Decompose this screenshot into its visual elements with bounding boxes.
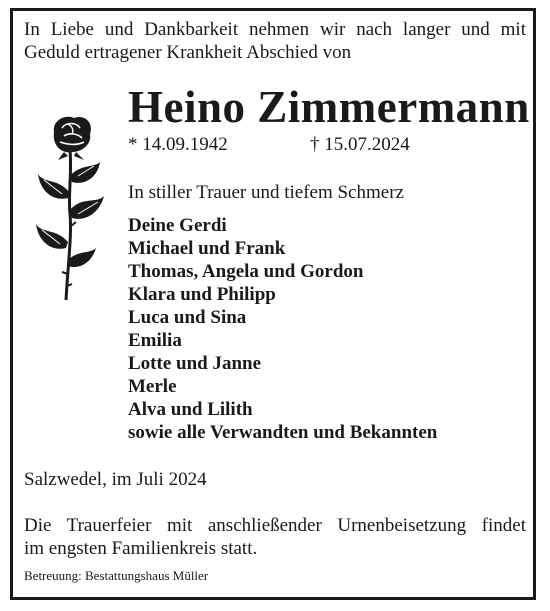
mourner-item: Luca und Sina	[128, 307, 247, 328]
deceased-name: Heino Zimmermann	[128, 82, 530, 132]
intro-line-1: In Liebe und Dankbarkeit nehmen wir nach langer und mit	[24, 19, 526, 40]
mourner-item: Merle	[128, 376, 177, 397]
place-date: Salzwedel, im Juli 2024	[24, 469, 207, 490]
mourner-item: Alva und Lilith	[128, 399, 253, 420]
grief-line: In stiller Trauer und tiefem Schmerz	[128, 182, 404, 203]
rose-icon	[34, 114, 106, 304]
mourner-item: Michael und Frank	[128, 238, 286, 259]
mourner-item: Deine Gerdi	[128, 215, 227, 236]
funeral-line-2: im engsten Familienkreis statt.	[24, 538, 258, 559]
funeral-info	[24, 514, 526, 560]
mourner-item: sowie alle Verwandten und Bekannten	[128, 422, 438, 443]
mourner-item: Klara und Philipp	[128, 284, 276, 305]
funeral-home-credit: Betreuung: Bestattungshaus Müller	[24, 568, 209, 583]
birth-date: * 14.09.1942	[128, 134, 228, 155]
mourner-item: Thomas, Angela und Gordon	[128, 261, 364, 282]
funeral-line-1: Die Trauerfeier mit anschließender Urnenbeisetzung findet	[24, 515, 526, 536]
death-date: † 15.07.2024	[310, 134, 410, 155]
mourners-list	[128, 214, 437, 444]
mourner-item: Lotte und Janne	[128, 353, 262, 374]
intro-text	[24, 18, 526, 64]
mourner-item: Emilia	[128, 330, 182, 351]
intro-line-2: Geduld ertragener Krankheit Abschied von	[24, 42, 352, 63]
life-dates	[128, 133, 410, 156]
